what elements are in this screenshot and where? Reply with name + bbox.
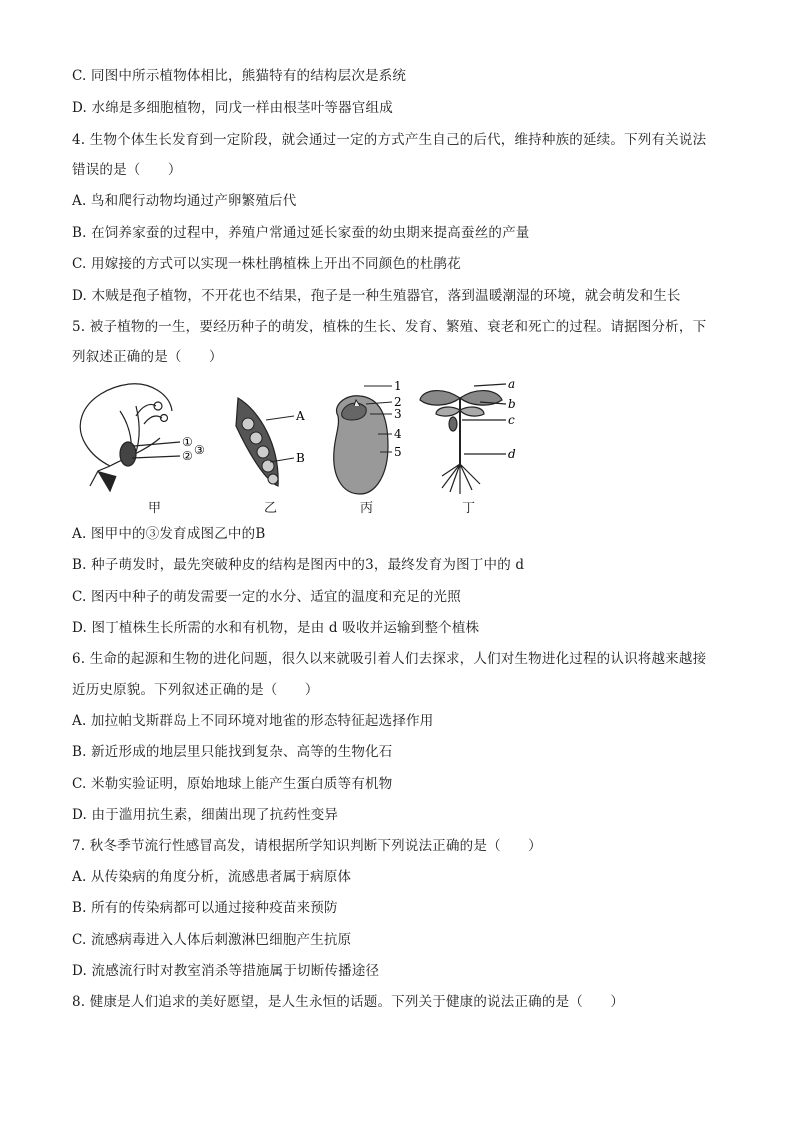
option-7a: A. 从传染病的角度分析，流感患者属于病原体 <box>72 869 352 885</box>
question-7-stem: 7. 秋冬季节流行性感冒高发，请根据所学知识判断下列说法正确的是（ ） <box>72 838 542 854</box>
option-7c: C. 流感病毒进入人体后刺激淋巴细胞产生抗原 <box>72 932 352 948</box>
bing-label-1: 1 <box>394 379 402 393</box>
plant-lifecycle-figure <box>70 376 550 516</box>
caption-yi: 乙 <box>264 501 278 516</box>
option-4b: B. 在饲养家蚕的过程中，养殖户常通过延长家蚕的幼虫期来提高蚕丝的产量 <box>72 225 530 241</box>
option-5c: C. 图丙中种子的萌发需要一定的水分、适宜的温度和充足的光照 <box>72 589 461 605</box>
caption-jia: 甲 <box>148 501 162 516</box>
option-3c: C. 同图中所示植物体相比，熊猫特有的结构层次是系统 <box>72 68 407 84</box>
option-6b: B. 新近形成的地层里只能找到复杂、高等的生物化石 <box>72 744 393 760</box>
question-5-stem-cont: 列叙述正确的是（ ） <box>72 349 223 365</box>
option-4c: C. 用嫁接的方式可以实现一株杜鹃植株上开出不同颜色的杜鹃花 <box>72 256 461 272</box>
option-6c: C. 米勒实验证明，原始地球上能产生蛋白质等有机物 <box>72 776 393 792</box>
option-5b: B. 种子萌发时，最先突破种皮的结构是图丙中的3，最终发育为图丁中的 d <box>72 557 525 573</box>
flower-section-drawing <box>80 384 180 491</box>
option-7b: B. 所有的传染病都可以通过接种疫苗来预防 <box>72 900 338 916</box>
ding-label-b: b <box>508 397 516 411</box>
seedling-drawing <box>420 384 506 494</box>
yi-label-b: B <box>296 451 305 465</box>
ding-label-d: d <box>508 447 516 461</box>
bing-label-3: 3 <box>394 407 402 421</box>
caption-ding: 丁 <box>462 501 476 516</box>
question-5-stem: 5. 被子植物的一生，要经历种子的萌发，植株的生长、发育、繁殖、衰老和死亡的过程。请据图分析，下 <box>72 319 707 335</box>
option-6a: A. 加拉帕戈斯群岛上不同环境对地雀的形态特征起选择作用 <box>72 713 434 729</box>
bing-label-5: 5 <box>394 445 402 459</box>
option-5d: D. 图丁植株生长所需的水和有机物，是由 d 吸收并运输到整个植株 <box>72 620 480 636</box>
jia-label-1: ① <box>182 435 193 449</box>
question-6-stem-cont: 近历史原貌。下列叙述正确的是（ ） <box>72 682 319 698</box>
option-5a: A. 图甲中的③发育成图乙中的B <box>72 526 266 542</box>
seed-section-drawing <box>334 386 392 494</box>
question-4-stem: 4. 生物个体生长发育到一定阶段，就会通过一定的方式产生自己的后代，维持种族的延续。下列有关说法 <box>72 132 707 148</box>
jia-label-2: ② <box>182 449 193 463</box>
caption-bing: 丙 <box>360 501 374 516</box>
bing-label-2: 2 <box>394 395 402 409</box>
question-4-stem-cont: 错误的是（ ） <box>72 162 182 178</box>
ding-label-a: a <box>508 377 516 391</box>
jia-label-3: ③ <box>194 443 205 457</box>
option-3d: D. 水绵是多细胞植物，同戊一样由根茎叶等器官组成 <box>72 100 393 116</box>
yi-label-a: A <box>296 409 305 423</box>
figure-drawing <box>70 376 550 496</box>
option-6d: D. 由于滥用抗生素，细菌出现了抗药性变异 <box>72 807 339 823</box>
option-4d: D. 木贼是孢子植物，不开花也不结果，孢子是一种生殖器官，落到温暖潮湿的环境，就会萌发和生长 <box>72 288 681 304</box>
ding-label-c: c <box>508 413 515 427</box>
option-7d: D. 流感流行时对教室消杀等措施属于切断传播途径 <box>72 963 380 979</box>
question-8-stem: 8. 健康是人们追求的美好愿望，是人生永恒的话题。下列关于健康的说法正确的是（ ） <box>72 994 625 1010</box>
bing-label-4: 4 <box>394 427 402 441</box>
question-6-stem: 6. 生命的起源和生物的进化问题，很久以来就吸引着人们去探求，人们对生物进化过程的认识将越来越接 <box>72 651 707 667</box>
option-4a: A. 鸟和爬行动物均通过产卵繁殖后代 <box>72 193 297 209</box>
fruit-pod-drawing <box>236 398 294 486</box>
